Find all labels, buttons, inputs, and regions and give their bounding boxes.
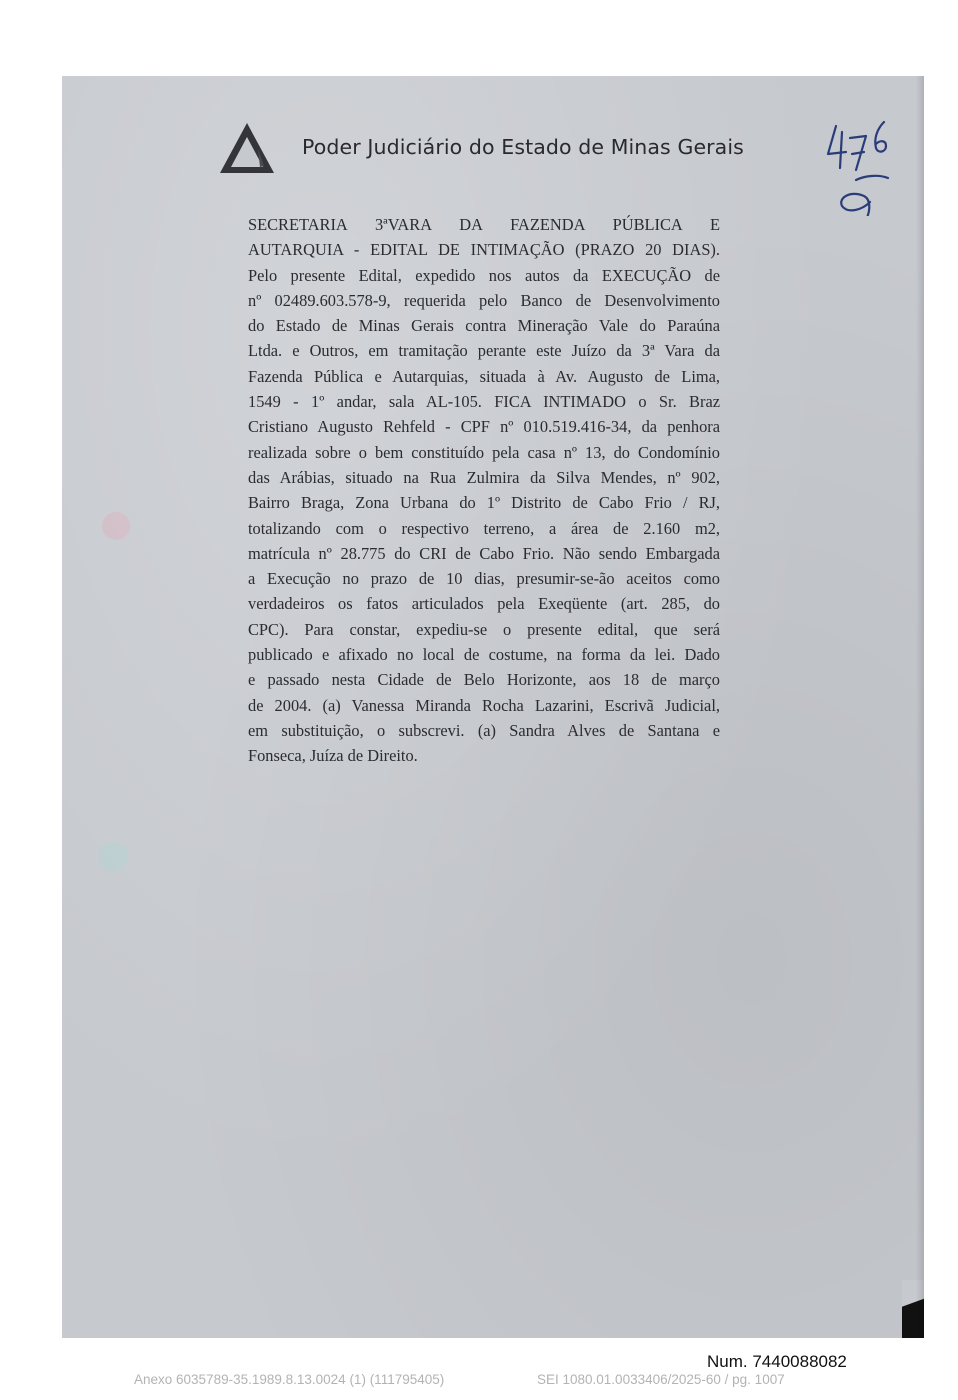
page-corner-fold [902, 1280, 924, 1338]
edital-line: SECRETARIA 3ªVARA DA FAZENDA PÚBLICA E [248, 215, 720, 234]
handwritten-page-number [812, 106, 902, 216]
edital-line: em substituição, o subscrevi. (a) Sandra Alves de Santana e [248, 720, 720, 740]
edital-line: das Arábias, situado na Rua Zulmira da Silva Mendes, nº 902, [248, 467, 720, 487]
edital-line: CPC). Para constar, expediu-se o presente edital, que será [248, 619, 720, 639]
triangle-logo-icon [218, 120, 276, 176]
edital-line: verdadeiros os fatos articulados pela Exeqüente (art. 285, do [248, 594, 720, 614]
edital-line: Pelo presente Edital, expedido nos autos da EXECUÇÃO de [248, 265, 720, 285]
scan-artifact [98, 842, 128, 872]
edital-line: publicado e afixado no local de costume, na forma da lei. Dado [248, 645, 720, 665]
edital-line: realizada sobre o bem constituído pela casa nº 13, do Condomínio [248, 442, 720, 462]
edital-line: do Estado de Minas Gerais contra Mineração Vale do Paraúna [248, 316, 720, 336]
edital-text [248, 212, 720, 769]
edital-line: Cristiano Augusto Rehfeld - CPF nº 010.519.416-34, da penhora [248, 417, 720, 437]
edital-line: 1549 - 1º andar, sala AL-105. FICA INTIMADO o Sr. Braz [248, 392, 720, 412]
edital-line: a Execução no prazo de 10 dias, presumir-se-ão aceitos como [248, 569, 720, 589]
header-title: Poder Judiciário do Estado de Minas Gerais [302, 135, 744, 159]
edital-line: matrícula nº 28.775 do CRI de Cabo Frio. Não sendo Embargada [248, 543, 720, 563]
edital-line: totalizando com o respectivo terreno, a área de 2.160 m2, [248, 518, 720, 538]
edital-line: AUTARQUIA - EDITAL DE INTIMAÇÃO (PRAZO 20 DIAS). [248, 240, 720, 260]
scan-artifact [102, 512, 130, 540]
edital-line: de 2004. (a) Vanessa Miranda Rocha Lazarini, Escrivã Judicial, [248, 695, 720, 715]
scanned-page [62, 76, 924, 1338]
edital-line: Ltda. e Outros, em tramitação perante este Juízo da 3ª Vara da [248, 341, 720, 361]
footer-sei-page: SEI 1080.01.0033406/2025-60 / pg. 1007 [537, 1372, 785, 1387]
footer-attachment-id: Anexo 6035789-35.1989.8.13.0024 (1) (111795405) [134, 1372, 445, 1387]
edital-line: Fazenda Pública e Autarquias, situada à Av. Augusto de Lima, [248, 366, 720, 386]
edital-line: nº 02489.603.578-9, requerida pelo Banco de Desenvolvimento [248, 290, 720, 310]
edital-line: e passado nesta Cidade de Belo Horizonte, aos 18 de março [248, 670, 720, 690]
document-number: Num. 7440088082 [707, 1352, 847, 1371]
edital-line: Fonseca, Juíza de Direito. [248, 746, 418, 766]
edital-line: Bairro Braga, Zona Urbana do 1º Distrito de Cabo Frio / RJ, [248, 493, 720, 513]
